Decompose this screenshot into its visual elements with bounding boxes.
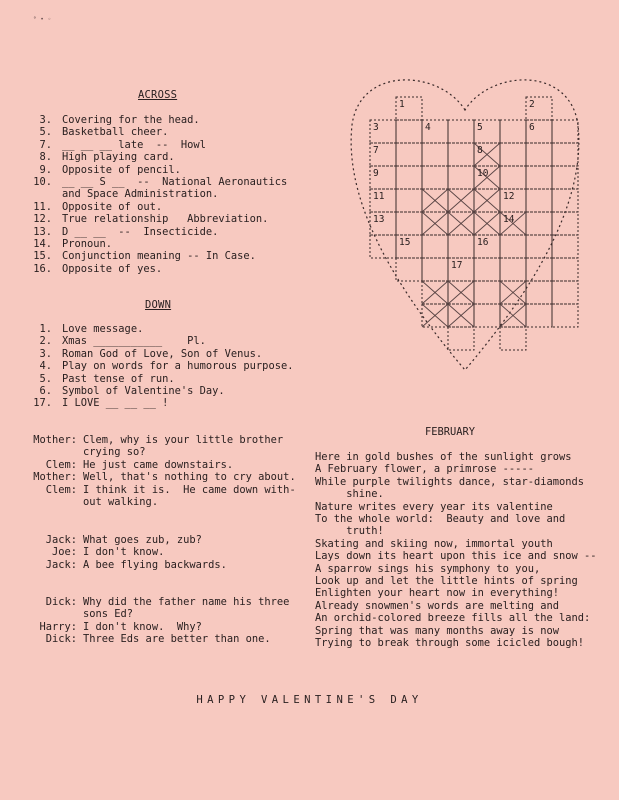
crossword-number: 1 xyxy=(399,99,405,110)
clue-number: 2. xyxy=(39,335,52,348)
crossword-cell xyxy=(422,258,448,281)
crossword-cell xyxy=(448,143,474,166)
crossword-cell xyxy=(552,189,578,212)
clue-number: 5. xyxy=(39,372,52,385)
crossword-cell xyxy=(526,189,552,212)
clue-number: 4. xyxy=(39,360,52,373)
down-clue xyxy=(30,385,293,397)
crossword-cell xyxy=(552,143,578,166)
footer-greeting: HAPPY VALENTINE'S DAY xyxy=(196,694,423,706)
clue-text: True relationship Abbreviation. xyxy=(62,213,269,226)
clue-text: I LOVE __ __ __ ! xyxy=(62,397,169,410)
crossword-number: 6 xyxy=(529,122,535,133)
across-clue xyxy=(30,164,287,176)
poem-line: Spring that was many months away is now xyxy=(315,624,559,637)
clue-number: 1. xyxy=(39,323,52,335)
crossword-cell xyxy=(552,212,578,235)
clue-text: Opposite of yes. xyxy=(62,262,163,275)
dialog-text: I don't know. Why? xyxy=(83,620,202,633)
down-clue-list xyxy=(30,323,293,410)
clue-text: Past tense of run. xyxy=(62,372,175,385)
crossword-cell xyxy=(422,235,448,258)
across-clue xyxy=(30,176,287,188)
clue-text: Love message. xyxy=(62,323,144,335)
dialog-text: I think it is. He came down with- xyxy=(83,483,296,496)
crossword-cell xyxy=(370,235,396,258)
dialog-text: I don't know. xyxy=(83,546,165,559)
dialog-text: He just came downstairs. xyxy=(83,458,234,471)
crossword-number: 17 xyxy=(451,260,463,271)
down-clue xyxy=(30,348,293,360)
crossword-cell xyxy=(448,327,474,350)
across-clue-list xyxy=(30,114,287,275)
clue-number: 6. xyxy=(39,385,52,398)
clue-text: Xmas ___________ Pl. xyxy=(62,335,206,348)
crossword-cell xyxy=(396,143,422,166)
clue-text: Covering for the head. xyxy=(62,114,200,126)
clue-number: 7. xyxy=(39,138,52,151)
poem-line: shine. xyxy=(315,488,384,501)
dialog-line xyxy=(25,434,296,446)
crossword-cell xyxy=(552,304,578,327)
dialog-line xyxy=(25,608,289,620)
crossword-cell xyxy=(500,327,526,350)
crossword-cell xyxy=(422,166,448,189)
crossword-cell xyxy=(396,120,422,143)
crossword-cell xyxy=(474,258,500,281)
across-clue xyxy=(30,226,287,238)
joke-zub xyxy=(25,534,227,571)
down-clue xyxy=(30,360,293,372)
dialog-text: out walking. xyxy=(83,496,159,509)
crossword-number: 14 xyxy=(503,214,515,225)
clue-number xyxy=(30,188,52,200)
clue-number: 12. xyxy=(33,213,52,226)
down-clue xyxy=(30,335,293,347)
dialog-line xyxy=(25,621,289,633)
across-clue xyxy=(30,263,287,275)
crossword-cell xyxy=(552,166,578,189)
crossword-number: 3 xyxy=(373,122,379,133)
crossword-cell xyxy=(552,120,578,143)
across-clue xyxy=(30,126,287,138)
clue-text: __ __ __ late -- Howl xyxy=(62,138,206,151)
poem-line: Enlighten your heart now in everything! xyxy=(315,587,559,600)
crossword-number: 7 xyxy=(373,145,379,156)
dialog-line xyxy=(25,459,296,471)
speaker xyxy=(25,446,77,458)
crossword-number: 11 xyxy=(373,191,385,202)
crossword-grid xyxy=(370,97,578,350)
dialog-text: Why did the father name his three xyxy=(83,596,290,608)
crossword-cell xyxy=(526,281,552,304)
dialog-text: Three Eds are better than one. xyxy=(83,633,271,646)
crossword-cell xyxy=(526,212,552,235)
crossword-cell xyxy=(448,166,474,189)
across-clue xyxy=(30,213,287,225)
clue-text: Play on words for a humorous purpose. xyxy=(62,360,294,373)
poem-line: truth! xyxy=(315,525,384,538)
speaker: Jack: xyxy=(45,534,77,546)
poem-line: Already snowmen's words are melting and xyxy=(315,599,559,612)
clue-text: Opposite of pencil. xyxy=(62,163,181,176)
across-clue xyxy=(30,139,287,151)
dialog-line xyxy=(25,559,227,571)
clue-number: 14. xyxy=(33,238,52,251)
joke-clem xyxy=(25,434,296,508)
across-clue xyxy=(30,114,287,126)
crossword-cell xyxy=(396,212,422,235)
clue-number: 9. xyxy=(39,163,52,176)
speaker: Joe: xyxy=(51,546,77,559)
crossword-number: 16 xyxy=(477,237,489,248)
down-heading: DOWN xyxy=(145,299,172,311)
dialog-line xyxy=(25,496,296,508)
clue-number: 3. xyxy=(39,114,52,126)
dialog-line xyxy=(25,446,296,458)
crossword-number: 8 xyxy=(477,145,483,156)
crossword-cell xyxy=(474,304,500,327)
speaker: Clem: xyxy=(45,458,77,471)
crossword-number: 10 xyxy=(477,168,489,179)
crossword-number: 15 xyxy=(399,237,411,248)
crossword-number: 5 xyxy=(477,122,483,133)
clue-number: 3. xyxy=(39,347,52,360)
crossword-cell xyxy=(422,143,448,166)
clue-number: 17. xyxy=(33,397,52,410)
heart-crossword xyxy=(340,70,590,385)
dialog-line xyxy=(25,471,296,483)
crossword-cell xyxy=(500,258,526,281)
crossword-cell xyxy=(552,281,578,304)
poem-body xyxy=(315,451,597,650)
speaker: Mother: xyxy=(33,471,77,484)
crossword-number: 9 xyxy=(373,168,379,179)
clue-text: Roman God of Love, Son of Venus. xyxy=(62,347,263,360)
across-clue xyxy=(30,250,287,262)
down-clue xyxy=(30,373,293,385)
poem-line: An orchid-colored breeze fills all the land: xyxy=(315,612,591,625)
speaker xyxy=(25,496,77,508)
poem-line: Look up and let the little hints of spring xyxy=(315,575,578,588)
crossword-cell xyxy=(552,235,578,258)
across-clue xyxy=(30,201,287,213)
across-clue xyxy=(30,238,287,250)
page-corner-marks: ° • ◦ xyxy=(33,16,52,23)
clue-text: Pronoun. xyxy=(62,238,113,251)
dialog-line xyxy=(25,484,296,496)
clue-number: 11. xyxy=(33,200,52,213)
clue-text: Symbol of Valentine's Day. xyxy=(62,385,225,398)
clue-text: and Space Administration. xyxy=(62,188,219,201)
crossword-number: 13 xyxy=(373,214,385,225)
crossword-cell xyxy=(526,304,552,327)
dialog-line xyxy=(25,534,227,546)
speaker: Clem: xyxy=(45,483,77,496)
clue-number: 16. xyxy=(33,262,52,275)
crossword-cell xyxy=(526,235,552,258)
crossword-cell xyxy=(552,258,578,281)
poem-line: To the whole world: Beauty and love and xyxy=(315,513,566,526)
speaker: Dick: xyxy=(45,596,77,608)
poem-line: Skating and skiing now, immortal youth xyxy=(315,537,553,550)
dialog-text: A bee flying backwards. xyxy=(83,558,227,571)
clue-text: Conjunction meaning -- In Case. xyxy=(62,250,256,263)
clue-text: D __ __ -- Insecticide. xyxy=(62,225,219,238)
crossword-number: 12 xyxy=(503,191,515,202)
dialog-line xyxy=(25,596,289,608)
speaker: Jack: xyxy=(45,558,77,571)
crossword-cell xyxy=(500,235,526,258)
joke-three-eds xyxy=(25,596,289,646)
dialog-text: Clem, why is your little brother xyxy=(83,434,284,446)
crossword-cell xyxy=(500,166,526,189)
clue-text: Basketball cheer. xyxy=(62,126,169,139)
clue-number: 15. xyxy=(33,250,52,263)
speaker: Dick: xyxy=(45,633,77,646)
crossword-cell xyxy=(474,281,500,304)
down-clue xyxy=(30,323,293,335)
crossword-cell xyxy=(396,166,422,189)
dialog-text: Well, that's nothing to cry about. xyxy=(83,471,296,484)
down-clue xyxy=(30,397,293,409)
poem-line: Nature writes every year its valentine xyxy=(315,500,553,513)
poem-line: Here in gold bushes of the sunlight grows xyxy=(315,451,572,463)
poem-title: FEBRUARY xyxy=(425,426,476,438)
dialog-text: What goes zub, zub? xyxy=(83,534,202,546)
crossword-cell xyxy=(396,189,422,212)
clue-text: Opposite of out. xyxy=(62,200,163,213)
crossword-number: 2 xyxy=(529,99,535,110)
clue-number: 8. xyxy=(39,151,52,164)
speaker: Mother: xyxy=(33,434,77,446)
crossword-cell xyxy=(500,143,526,166)
clue-number: 10. xyxy=(33,176,52,189)
poem-line: Lays down its heart upon this ice and snow -- xyxy=(315,550,597,563)
poem-line: A February flower, a primrose ----- xyxy=(315,463,534,476)
across-clue xyxy=(30,151,287,163)
crossword-cell xyxy=(526,143,552,166)
clue-number: 13. xyxy=(33,225,52,238)
speaker xyxy=(25,608,77,620)
crossword-cell xyxy=(448,235,474,258)
poem-line: While purple twilights dance, star-diamonds xyxy=(315,475,584,488)
dialog-line xyxy=(25,546,227,558)
clue-text: __ __ S __ -- National Aeronautics xyxy=(62,176,288,189)
speaker: Harry: xyxy=(39,620,77,633)
crossword-cell xyxy=(500,120,526,143)
crossword-cell xyxy=(396,258,422,281)
dialog-text: crying so? xyxy=(83,446,146,459)
dialog-line xyxy=(25,633,289,645)
poem-line: A sparrow sings his symphony to you, xyxy=(315,562,541,575)
clue-number: 5. xyxy=(39,126,52,139)
across-clue xyxy=(30,188,287,200)
crossword-number: 4 xyxy=(425,122,431,133)
crossword-cell xyxy=(526,166,552,189)
poem-line: Trying to break through some icicled bough! xyxy=(315,637,584,650)
dialog-text: sons Ed? xyxy=(83,608,134,621)
crossword-cell xyxy=(448,120,474,143)
clue-numbers xyxy=(373,99,535,271)
heart-outline xyxy=(351,80,579,370)
across-heading: ACROSS xyxy=(138,89,178,101)
crossword-cell xyxy=(526,258,552,281)
clue-text: High playing card. xyxy=(62,151,175,164)
